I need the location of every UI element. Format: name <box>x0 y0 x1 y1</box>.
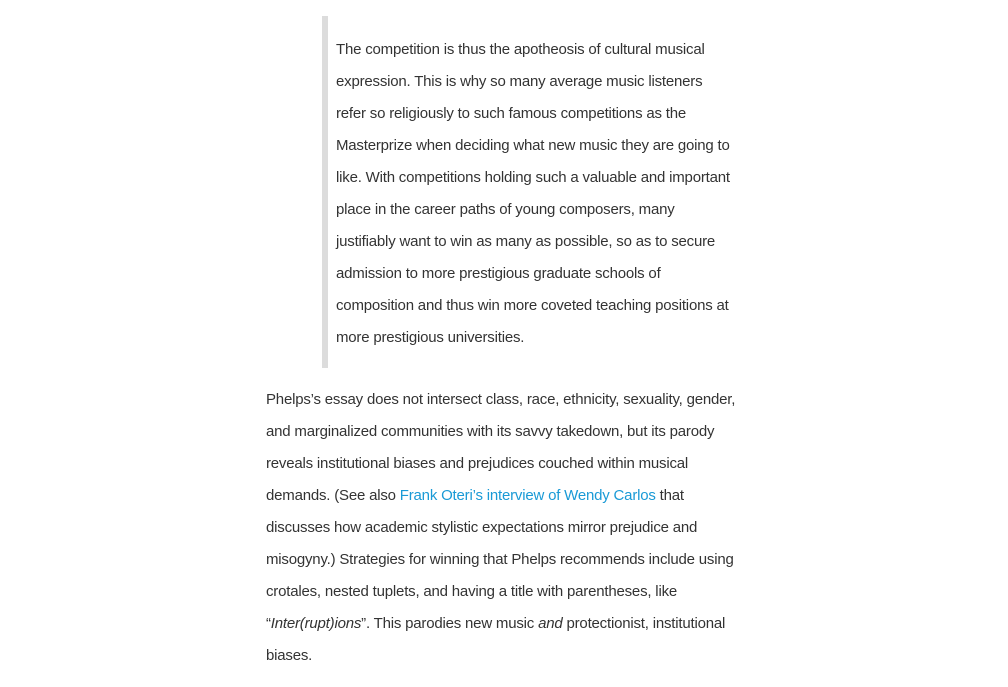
piece-title-italic: Inter(rupt)ions <box>270 615 362 632</box>
paragraph-text-4: protectionist, institutional biases. <box>266 615 726 664</box>
paragraph-text-3: ”. This parodies new music <box>361 615 539 632</box>
blockquote <box>322 16 734 368</box>
body-paragraph <box>266 384 746 672</box>
article-content <box>266 16 746 672</box>
blockquote-text: The competition is thus the apotheosis of cultural musical expression. This is why so many average music listeners refer so religiously to such famous competitions as the Masterprize when deciding what new music they are going to like. With competitions holding such a valuable and important place in the career paths of young composers, many justifiably want to win as many as possible, so as to secure admission to more prestigious graduate schools of composition and thus win more coveted teaching positions at more prestigious universities. <box>336 41 730 346</box>
and-italic: and <box>538 615 563 632</box>
paragraph-text-1: Phelps’s essay does not intersect class, race, ethnicity, sexuality, gender, and marginalized communities with its savvy takedown, but its parody reveals institutional biases and prejudices couched within musical demands. (See also <box>266 391 736 504</box>
oteri-interview-link[interactable]: Frank Oteri’s interview of Wendy Carlos <box>399 487 656 504</box>
paragraph-text-2: that discusses how academic stylistic expectations mirror prejudice and misogyny.) Strategies for winning that Phelps recommends include using crotales, nested tuplets, and having a title with parentheses, like “ <box>266 487 734 632</box>
